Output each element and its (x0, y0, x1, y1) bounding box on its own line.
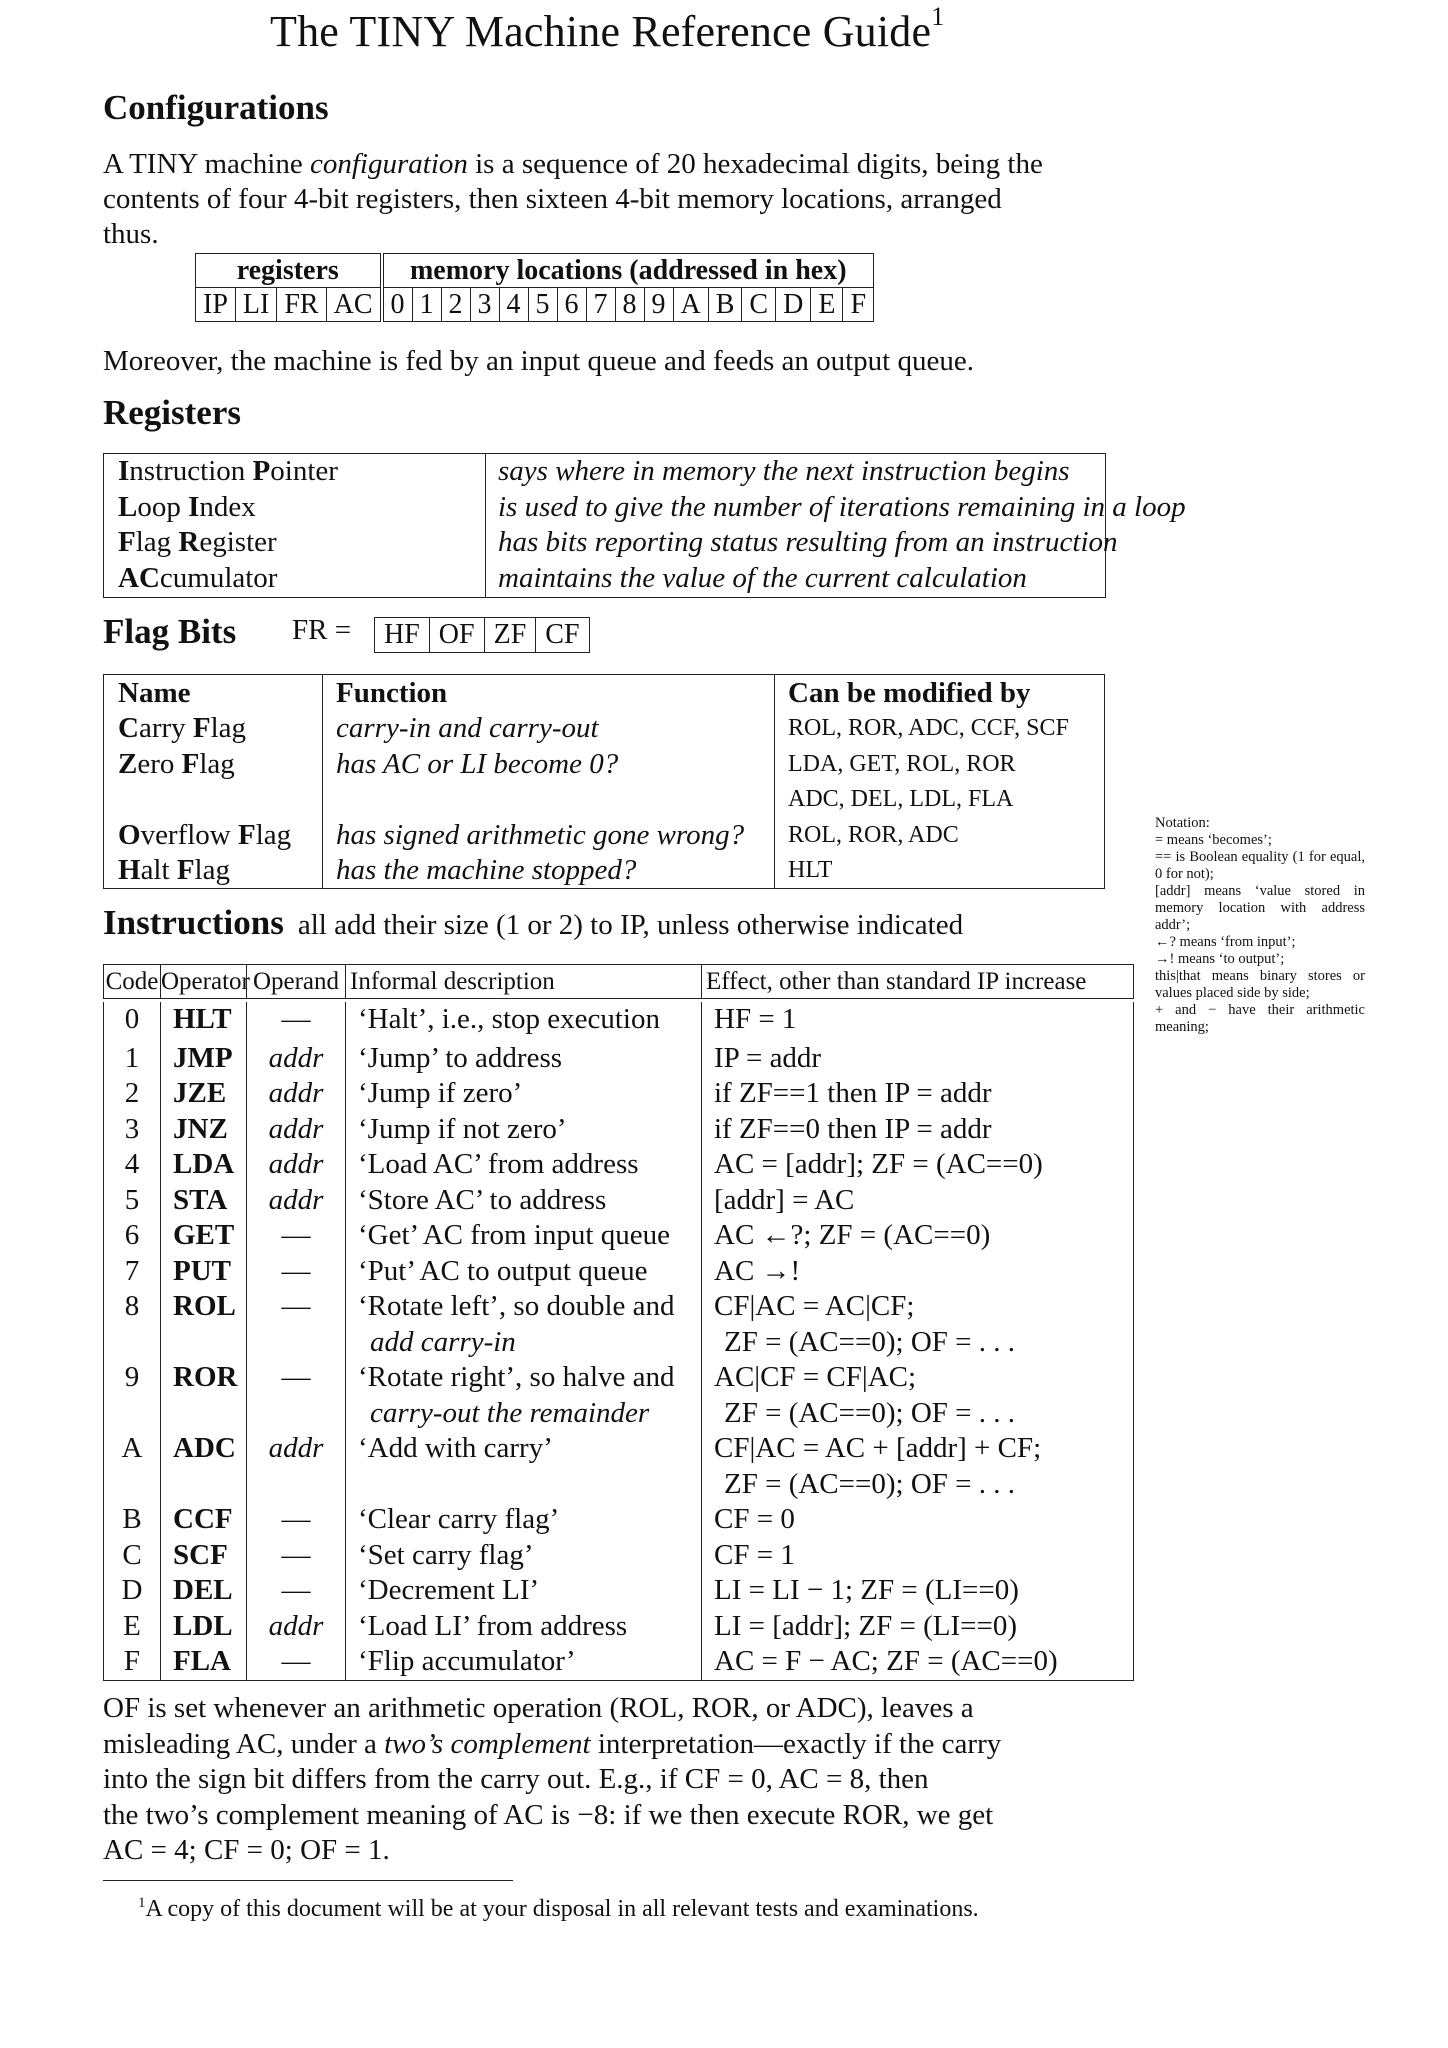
fr-bit-cf: CF (536, 618, 589, 653)
instruction-operator: ADC (160, 1431, 246, 1502)
memory-cell-E: E (811, 288, 843, 322)
col-operator: Operator (160, 965, 246, 998)
flag-function: has the machine stopped? (336, 854, 637, 886)
register-cell-ip: IP (196, 288, 236, 322)
flag-function (336, 782, 774, 818)
queue-note: Moreover, the machine is fed by an input queue and feeds an output queue. (103, 345, 974, 377)
memory-cell-7: 7 (586, 288, 615, 322)
notation-line: →! means ‘to output’; (1155, 951, 1285, 967)
instruction-row-jnz (103, 1112, 1134, 1148)
memory-cell-0: 0 (382, 288, 413, 322)
configuration-layout-table (195, 253, 874, 322)
instruction-description: ‘Rotate right’, so halve and carry-out the remainder (345, 1360, 701, 1431)
overflow-explanation: OF is set whenever an arithmetic operation (ROL, ROR, or ADC), leaves a misleading AC, under a two’s complement interpretation—exactly if the carry into the sign bit differs from the carry out. E.g., if CF = 0, AC = 8, then the two’s complement meaning of AC is −8: if we then execute ROR, we get AC = 4; CF = 0; OF = 1. (103, 1692, 1002, 1866)
memory-cell-3: 3 (470, 288, 499, 322)
flags-table (103, 674, 1105, 889)
instruction-operand: addr (246, 1609, 345, 1645)
flag-modified-by: LDA, GET, ROL, ROR (788, 750, 1016, 777)
instruction-code: 0 (103, 1002, 160, 1041)
memory-cell-D: D (776, 288, 811, 322)
instruction-row-jze (103, 1076, 1134, 1112)
instruction-row-fla (103, 1644, 1134, 1680)
instruction-description: ‘Halt’, i.e., stop execution (345, 1002, 701, 1041)
instruction-code: 7 (103, 1254, 160, 1290)
instruction-row-scf (103, 1538, 1134, 1574)
register-name: Flag Register (118, 526, 277, 558)
instruction-code: 5 (103, 1183, 160, 1219)
instruction-operand: — (246, 1502, 345, 1538)
instruction-effect: CF|AC = AC + [addr] + CF; ZF = (AC==0); OF = . . . (701, 1431, 1134, 1502)
instruction-effect: if ZF==1 then IP = addr (701, 1076, 1134, 1112)
instruction-row-ccf (103, 1502, 1134, 1538)
instruction-operator: HLT (160, 1002, 246, 1041)
flag-name (118, 782, 328, 818)
notation-line: [addr] means ‘value stored in memory location with address addr’; (1155, 883, 1365, 933)
col-effect: Effect, other than standard IP increase (701, 965, 1134, 998)
register-name: ACcumulator (118, 561, 278, 594)
instruction-code: A (103, 1431, 160, 1502)
memory-cell-6: 6 (557, 288, 586, 322)
register-name: Loop Index (118, 490, 256, 523)
flag-modified-by: HLT (788, 857, 833, 883)
instruction-operand: addr (246, 1076, 345, 1112)
instruction-description: ‘Flip accumulator’ (345, 1644, 701, 1680)
flag-function: has AC or LI become 0? (336, 747, 619, 780)
instructions-header-row (103, 964, 1134, 999)
fr-bit-of: OF (429, 618, 484, 653)
instruction-operand: — (246, 1218, 345, 1254)
fr-label: FR = (292, 614, 352, 646)
memory-cell-2: 2 (441, 288, 470, 322)
instruction-description: ‘Put’ AC to output queue (345, 1254, 701, 1290)
instruction-operator: LDL (160, 1609, 246, 1645)
instruction-description: ‘Rotate left’, so double and add carry-in (345, 1289, 701, 1360)
instruction-description: ‘Load LI’ from address (345, 1609, 701, 1645)
instruction-effect: [addr] = AC (701, 1183, 1134, 1219)
instruction-code: 9 (103, 1360, 160, 1431)
memory-header: memory locations (addressed in hex) (382, 254, 874, 288)
instructions-heading: Instructions all add their size (1 or 2) to IP, unless otherwise indicated (103, 903, 964, 942)
flag-name: Overflow Flag (118, 818, 292, 851)
instruction-row-del (103, 1573, 1134, 1609)
instruction-code: E (103, 1609, 160, 1645)
registers-table (103, 453, 1186, 598)
flags-col-name: Name (118, 677, 191, 709)
instruction-code: 2 (103, 1076, 160, 1112)
flags-col-modified: Can be modified by (788, 677, 1031, 709)
instruction-row-ror (103, 1360, 1134, 1431)
memory-cell-B: B (708, 288, 742, 322)
instructions-table (103, 964, 1134, 1681)
flags-col-function: Function (336, 677, 448, 709)
flag-function: has signed arithmetic gone wrong? (336, 818, 745, 851)
notation-line: == is Boolean equality (1 for equal, 0 for not); (1155, 849, 1365, 882)
instruction-row-get (103, 1218, 1134, 1254)
instruction-operand: — (246, 1360, 345, 1431)
instruction-operator: JZE (160, 1076, 246, 1112)
instruction-operator: FLA (160, 1644, 246, 1680)
instruction-operator: SCF (160, 1538, 246, 1574)
memory-cell-A: A (673, 288, 708, 322)
memory-cell-9: 9 (644, 288, 673, 322)
register-description: has bits reporting status resulting from an instruction (498, 526, 1118, 558)
instruction-operator: JNZ (160, 1112, 246, 1148)
instruction-description: ‘Decrement LI’ (345, 1573, 701, 1609)
instruction-description: ‘Jump if not zero’ (345, 1112, 701, 1148)
instruction-effect: AC|CF = CF|AC; ZF = (AC==0); OF = . . . (701, 1360, 1134, 1431)
instruction-operator: PUT (160, 1254, 246, 1290)
instruction-operator: DEL (160, 1573, 246, 1609)
instruction-effect: CF = 1 (701, 1538, 1134, 1574)
flag-name: Zero Flag (118, 747, 235, 780)
instruction-description: ‘Jump if zero’ (345, 1076, 701, 1112)
instruction-effect: LI = LI − 1; ZF = (LI==0) (701, 1573, 1134, 1609)
notation-line: = means ‘becomes’; (1155, 832, 1272, 848)
register-description: is used to give the number of iterations remaining in a loop (498, 490, 1186, 523)
instruction-effect: CF = 0 (701, 1502, 1134, 1538)
instruction-operand: addr (246, 1147, 345, 1183)
fr-bit-zf: ZF (484, 618, 536, 653)
col-code: Code (103, 965, 160, 998)
instruction-operand: — (246, 1254, 345, 1290)
register-cell-ac: AC (326, 288, 381, 322)
instruction-operand: addr (246, 1431, 345, 1502)
registers-heading: Registers (103, 393, 242, 432)
instruction-operand: addr (246, 1112, 345, 1148)
memory-cell-1: 1 (412, 288, 441, 322)
flag-name: Halt Flag (118, 854, 230, 886)
instruction-operand: — (246, 1573, 345, 1609)
instruction-operator: JMP (160, 1041, 246, 1077)
instruction-operand: addr (246, 1041, 345, 1077)
instruction-operator: ROR (160, 1360, 246, 1431)
instruction-operator: ROL (160, 1289, 246, 1360)
fr-bits-table (374, 617, 590, 653)
flag-modified-by: ADC, DEL, LDL, FLA (788, 786, 1014, 812)
fr-bit-hf: HF (375, 618, 430, 653)
instruction-description: ‘Clear carry flag’ (345, 1502, 701, 1538)
memory-cell-8: 8 (615, 288, 644, 322)
instruction-effect: if ZF==0 then IP = addr (701, 1112, 1134, 1148)
instruction-code: F (103, 1644, 160, 1680)
notation-line: ←? means ‘from input’; (1155, 934, 1296, 950)
instruction-description: ‘Load AC’ from address (345, 1147, 701, 1183)
flag-modified-by: ROL, ROR, ADC (788, 821, 959, 848)
flag-bits-heading: Flag Bits (103, 612, 237, 651)
configurations-intro: A TINY machine configuration is a sequence of 20 hexadecimal digits, being the contents of four 4-bit registers, then sixteen 4-bit memory locations, arranged thus. (103, 148, 1043, 250)
memory-cell-5: 5 (528, 288, 557, 322)
instruction-effect: AC →! (701, 1254, 1134, 1290)
instruction-row-adc (103, 1431, 1134, 1502)
instruction-code: 4 (103, 1147, 160, 1183)
instruction-effect: LI = [addr]; ZF = (LI==0) (701, 1609, 1134, 1645)
instruction-effect: HF = 1 (701, 1002, 1134, 1041)
instruction-description: ‘Store AC’ to address (345, 1183, 701, 1219)
instruction-description: ‘Get’ AC from input queue (345, 1218, 701, 1254)
instruction-effect: AC ←?; ZF = (AC==0) (701, 1218, 1134, 1254)
instruction-operand: — (246, 1538, 345, 1574)
footnote: $^1$A copy of this document will be at your disposal in all relevant tests and examinations. (138, 1895, 979, 1922)
register-description: says where in memory the next instruction begins (498, 455, 1070, 487)
instruction-operator: CCF (160, 1502, 246, 1538)
instruction-effect: IP = addr (701, 1041, 1134, 1077)
instruction-code: 1 (103, 1041, 160, 1077)
instruction-effect: CF|AC = AC|CF; ZF = (AC==0); OF = . . . (701, 1289, 1134, 1360)
col-operand: Operand (246, 965, 345, 998)
instruction-effect: AC = [addr]; ZF = (AC==0) (701, 1147, 1134, 1183)
notation-note: Notation: = means ‘becomes’; == is Boolean equality (1 for equal, 0 for not); [addr] means ‘value stored in memory location with address addr’; ←? means ‘from input’; →! means ‘to output’; this|that means binary stores or values placed side by side; + and − have their arithmetic meaning; (1155, 815, 1365, 1035)
flag-modified-by: ROL, ROR, ADC, CCF, SCF (788, 715, 1069, 741)
register-name: Instruction Pointer (118, 455, 338, 487)
instruction-row-jmp (103, 1041, 1134, 1077)
register-description: maintains the value of the current calculation (498, 561, 1027, 594)
notation-line: + and − have their arithmetic meaning; (1155, 1002, 1365, 1035)
instruction-code: B (103, 1502, 160, 1538)
instruction-code: D (103, 1573, 160, 1609)
register-cell-li: LI (235, 288, 276, 322)
configurations-heading: Configurations (103, 88, 329, 127)
instruction-row-hlt (103, 999, 1134, 1041)
instruction-code: 3 (103, 1112, 160, 1148)
instruction-row-put (103, 1254, 1134, 1290)
instruction-description: ‘Set carry flag’ (345, 1538, 701, 1574)
instruction-operand: — (246, 1289, 345, 1360)
instruction-description: ‘Add with carry’ (345, 1431, 701, 1502)
memory-cell-C: C (742, 288, 776, 322)
instruction-effect: AC = F − AC; ZF = (AC==0) (701, 1644, 1134, 1680)
instruction-code: C (103, 1538, 160, 1574)
instruction-operator: STA (160, 1183, 246, 1219)
instruction-code: 8 (103, 1289, 160, 1360)
instruction-row-rol (103, 1289, 1134, 1360)
instruction-description: ‘Jump’ to address (345, 1041, 701, 1077)
notation-line: this|that means binary stores or values placed side by side; (1155, 968, 1365, 1001)
instruction-operator: GET (160, 1218, 246, 1254)
instruction-operand: addr (246, 1183, 345, 1219)
register-cell-fr: FR (277, 288, 326, 322)
instruction-operand: — (246, 1644, 345, 1680)
page-title: The TINY Machine Reference Guide$^1$ (270, 2, 945, 56)
instruction-row-ldl (103, 1609, 1134, 1645)
flag-function: carry-in and carry-out (336, 712, 599, 744)
memory-cell-4: 4 (499, 288, 528, 322)
instruction-code: 6 (103, 1218, 160, 1254)
instruction-operand: — (246, 1002, 345, 1041)
memory-cell-F: F (843, 288, 874, 322)
registers-header: registers (196, 254, 382, 288)
col-description: Informal description (345, 965, 701, 998)
instruction-row-lda (103, 1147, 1134, 1183)
instruction-operator: LDA (160, 1147, 246, 1183)
flag-name: Carry Flag (118, 712, 247, 744)
instruction-row-sta (103, 1183, 1134, 1219)
footnote-rule (103, 1880, 513, 1881)
